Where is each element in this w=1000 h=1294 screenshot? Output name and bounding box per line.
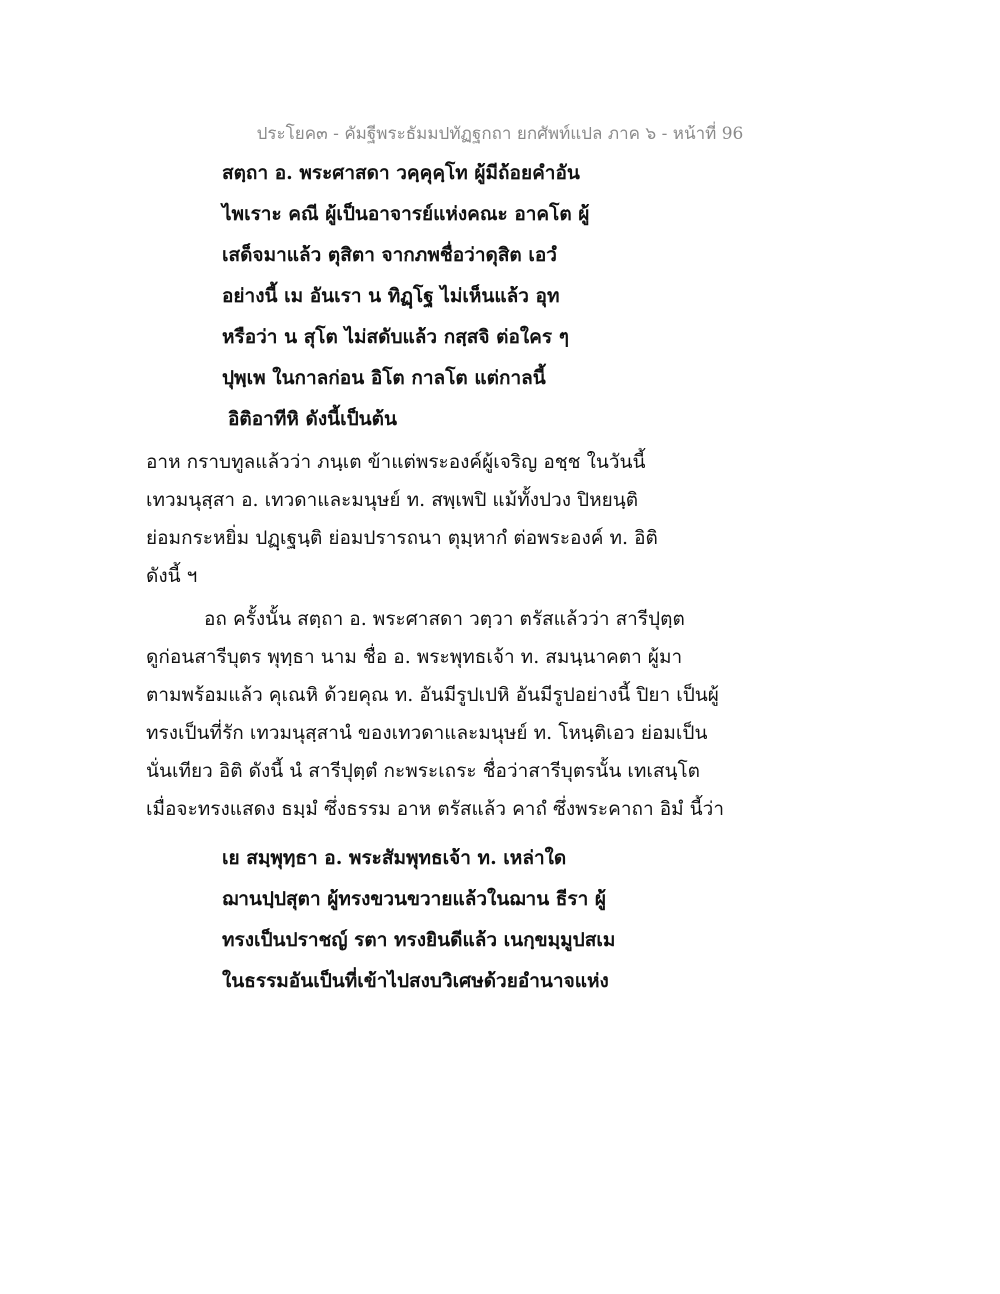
verse-line: สตฺถา อ. พระศาสดา วคฺคุคฺโท ผู้มีถ้อยคำอัน	[222, 162, 580, 184]
prose-line: นั่นเทียว อิติ ดังนี้ นํ สารีปุตฺตํ กะพระเถระ ชื่อว่าสารีบุตรนั้น เทเสนฺโต	[146, 760, 701, 782]
verse-line: ปุพฺเพ ในกาลก่อน อิโต กาลโต แต่กาลนี้	[222, 367, 546, 389]
verse-line: ฌานปฺปสุตา ผู้ทรงขวนขวายแล้วในฌาน ธีรา ผู้	[222, 888, 607, 910]
verse-line: อย่างนี้ เม อันเรา น ทิฏฺโฐ ไม่เห็นแล้ว อุท	[222, 285, 560, 307]
prose-line: ดูก่อนสารีบุตร พุทฺธา นาม ชื่อ อ. พระพุทธเจ้า ท. สมนฺนาคตา ผู้มา	[146, 646, 683, 668]
prose-line: เทวมนุสฺสา อ. เทวดาและมนุษย์ ท. สพฺเพปิ แม้ทั้งปวง ปิหยนฺติ	[146, 489, 639, 511]
page-header: ประโยค๓ - คัมฐีพระธัมมปทัฏฐกถา ยกศัพท์แปล ภาค ๖ - หน้าที่ 96	[256, 124, 744, 144]
prose-line: ดังนี้ ฯ	[146, 565, 198, 587]
prose-line: อาห กราบทูลแล้วว่า ภนฺเต ข้าแต่พระองค์ผู้เจริญ อชฺช ในวันนี้	[146, 451, 646, 473]
prose-line: เมื่อจะทรงแสดง ธมฺมํ ซึ่งธรรม อาห ตรัสแล้ว คาถํ ซึ่งพระคาถา อิมํ นี้ว่า	[146, 798, 725, 820]
verse-line: ในธรรมอันเป็นที่เข้าไปสงบวิเศษด้วยอำนาจแห่ง	[222, 970, 609, 992]
verse-line: เย สมฺพุทฺธา อ. พระสัมพุทธเจ้า ท. เหล่าใด	[222, 847, 567, 869]
verse-line: เสด็จมาแล้ว ตุสิตา จากภพชื่อว่าดุสิต เอวํ	[222, 244, 557, 266]
verse-block-1	[222, 153, 589, 440]
prose-line: ทรงเป็นที่รัก เทวมนุสฺสานํ ของเทวดาและมนุษย์ ท. โหนฺติเอว ย่อมเป็น	[146, 722, 708, 744]
verse-block-2	[222, 838, 615, 1002]
verse-line: ทรงเป็นปราชญ์ รตา ทรงยินดีแล้ว เนกฺขมฺมูปสเม	[222, 929, 616, 951]
verse-line: อิติอาทีหิ ดังนี้เป็นต้น	[228, 408, 397, 430]
prose-line: ตามพร้อมแล้ว คุเณหิ ด้วยคุณ ท. อันมีรูปเปหิ อันมีรูปอย่างนี้ ปิยา เป็นผู้	[146, 684, 719, 706]
prose-line: อถ ครั้งนั้น สตฺถา อ. พระศาสดา วตฺวา ตรัสแล้วว่า สารีปุตฺต	[204, 608, 685, 630]
prose-paragraph-2	[146, 600, 724, 828]
verse-line: หรือว่า น สุโต ไม่สดับแล้ว กสฺสจิ ต่อใคร ๆ	[222, 326, 569, 348]
prose-paragraph-1	[146, 443, 658, 595]
prose-line: ย่อมกระหยิ่ม ปฏฺเฐนฺติ ย่อมปรารถนา ตุมฺหากํ ต่อพระองค์ ท. อิติ	[146, 527, 658, 549]
verse-line: ไพเราะ คณี ผู้เป็นอาจารย์แห่งคณะ อาคโต ผู้	[222, 203, 590, 225]
